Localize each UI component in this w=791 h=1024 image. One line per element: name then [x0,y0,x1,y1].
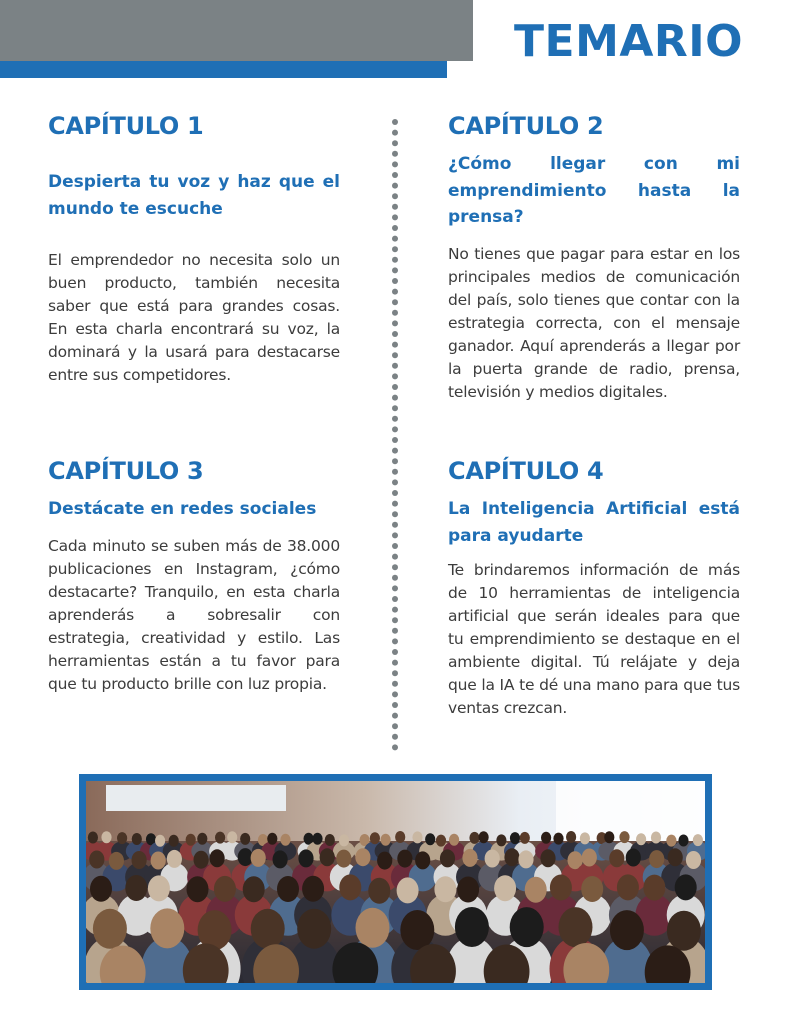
chapter-2 [448,111,740,404]
chapter-2-body: No tienes que pagar para estar en los principales medios de comunicación del país, solo tienes que contar con la estrategia correcta, con el mensaje ganador. Aquí aprenderás a llegar por la puerta grande de radio, prensa, televisión y medios digitales. [448,244,740,401]
chapter-3 [48,456,340,696]
chapter-2-subtitle: ¿Cómo llegar con mi emprendimiento hasta la prensa? [448,154,740,227]
chapter-4-body: Te brindaremos información de más de 10 herramientas de inteligencia artificial que serán ideales para que tu emprendimiento se destaque en el ambiente digital. Tú relájate y deja que la IA te dé una mano para que tus ventas crezcan. [448,561,740,717]
chapter-1 [48,111,340,387]
header-blue-bar [0,61,447,78]
chapter-2-title: CAPÍTULO 2 [448,112,604,140]
photo-frame [79,774,712,990]
chapter-1-subtitle: Despierta tu voz y haz que el mundo te escuche [48,172,340,219]
page-title: TEMARIO [514,16,744,67]
chapter-4 [448,456,740,720]
chapter-3-subtitle: Destácate en redes sociales [48,499,317,519]
chapter-3-title: CAPÍTULO 3 [48,457,204,485]
dotted-divider [390,118,400,752]
header-grey-bar [0,0,473,61]
chapter-4-title: CAPÍTULO 4 [448,457,604,485]
chapter-1-title: CAPÍTULO 1 [48,112,204,140]
chapter-4-subtitle: La Inteligencia Artificial está para ayudarte [448,499,740,546]
audience-photo [86,781,705,983]
chapter-1-body: El emprendedor no necesita solo un buen producto, también necesita saber que está para grandes cosas. En esta charla encontrará su voz, la dominará y la usará para destacarse entre sus competidores. [48,251,340,384]
chapter-3-body: Cada minuto se suben más de 38.000 publicaciones en Instagram, ¿cómo destacarte? Tranquilo, en esta charla aprenderás a sobresalir con estrategia, creatividad y estilo. Las herramientas están a tu favor para que tu producto brille con luz propia. [48,536,340,693]
